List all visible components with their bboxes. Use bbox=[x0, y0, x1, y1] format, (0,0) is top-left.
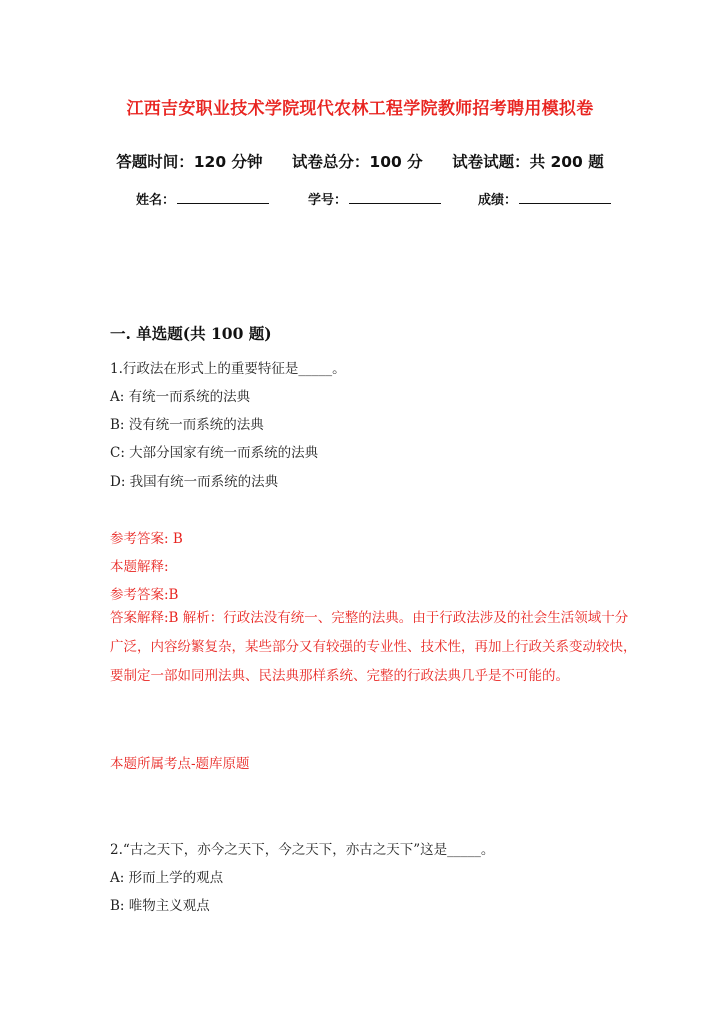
question-2-option-a: A: 形而上学的观点 bbox=[110, 870, 224, 886]
exam-title: 江西吉安职业技术学院现代农林工程学院教师招考聘用模拟卷 bbox=[126, 99, 594, 119]
student-id-blank bbox=[349, 191, 441, 204]
exam-time: 答题时间：120 分钟 bbox=[116, 153, 263, 171]
question-1-answer-repeat: 参考答案:B bbox=[110, 587, 179, 603]
name-field bbox=[136, 189, 269, 208]
question-1-answer: 参考答案: B bbox=[110, 531, 183, 547]
question-1-option-a: A: 有统一而系统的法典 bbox=[110, 389, 251, 405]
question-1-explanation: 答案解释:B 解析：行政法没有统一、完整的法典。由于行政法涉及的社会生活领域十分广泛，内容纷繁复杂，某些部分又有较强的专业性、技术性，再加上行政关系变动较快，要制定一部如同刑法典、民法典那样系统、完整的行政法典几乎是不可能的。 bbox=[110, 610, 637, 684]
question-1-option-c: C: 大部分国家有统一而系统的法典 bbox=[110, 445, 319, 461]
student-id-field bbox=[308, 189, 441, 208]
exam-total-score: 试卷总分：100 分 bbox=[291, 153, 423, 171]
exam-question-count: 试卷试题：共 200 题 bbox=[452, 153, 604, 171]
exam-meta bbox=[0, 150, 720, 172]
question-1-topic: 本题所属考点-题库原题 bbox=[110, 756, 250, 772]
student-id-label: 学号： bbox=[308, 193, 348, 208]
score-label: 成绩： bbox=[478, 193, 518, 208]
question-1-option-d: D: 我国有统一而系统的法典 bbox=[110, 474, 279, 490]
question-2-stem: 2.“古之天下，亦今之天下，今之天下，亦古之天下”这是_____。 bbox=[110, 842, 495, 858]
section-title: 一. 单选题(共 100 题) bbox=[110, 324, 272, 343]
name-blank bbox=[177, 191, 269, 204]
question-1-explain-label: 本题解释: bbox=[110, 559, 169, 575]
question-1-stem: 1.行政法在形式上的重要特征是_____。 bbox=[110, 361, 346, 377]
name-label: 姓名： bbox=[136, 193, 176, 208]
question-1-option-b: B: 没有统一而系统的法典 bbox=[110, 417, 264, 433]
score-field bbox=[478, 189, 611, 208]
question-2-option-b: B: 唯物主义观点 bbox=[110, 898, 210, 914]
score-blank bbox=[519, 191, 611, 204]
